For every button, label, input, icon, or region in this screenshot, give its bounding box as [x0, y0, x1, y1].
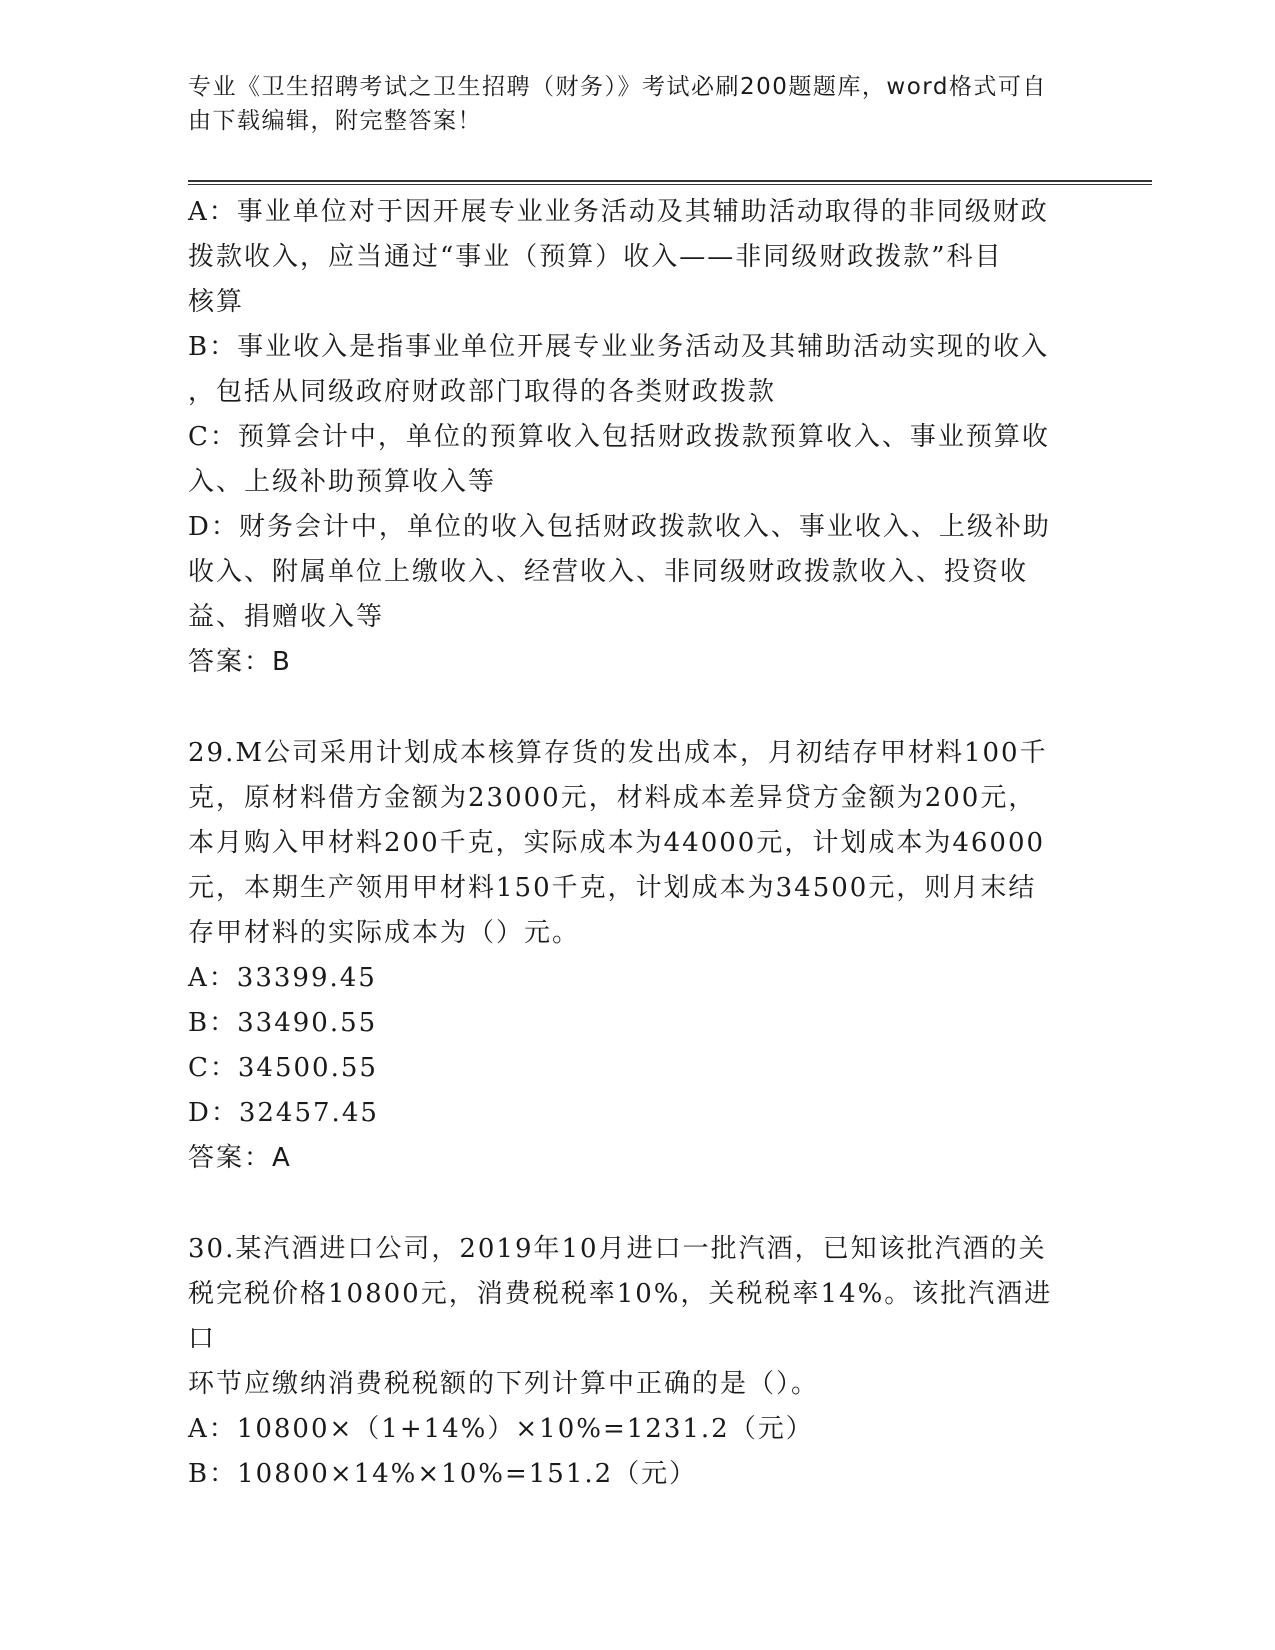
- stem-line: 元，本期生产领用甲材料150千克，计划成本为34500元，则月末结: [188, 873, 1037, 903]
- q28-answer: 答案：B: [188, 647, 292, 677]
- q30-stem: [188, 1227, 1078, 1407]
- option-line: C：预算会计中，单位的预算收入包括财政拨款预算收入、事业预算收: [188, 422, 1050, 452]
- stem-line: 税完税价格10800元，消费税税率10%，关税税率14%。该批汽酒进口: [188, 1279, 1053, 1354]
- stem-line: 本月购入甲材料200千克，实际成本为44000元，计划成本为46000: [188, 828, 1046, 858]
- q28-option-a: [188, 190, 1078, 325]
- q29-option-d: D：32457.45: [188, 1098, 379, 1128]
- q29-option-c: C：34500.55: [188, 1053, 378, 1083]
- spacer: [188, 685, 1078, 731]
- stem-line: 30.某汽酒进口公司，2019年10月进口一批汽酒，已知该批汽酒的关: [188, 1234, 1047, 1264]
- stem-line: 环节应缴纳消费税税额的下列计算中正确的是（）。: [188, 1369, 820, 1399]
- stem-line: 存甲材料的实际成本为（）元。: [188, 918, 581, 948]
- q28-option-c: [188, 415, 1078, 505]
- header-divider: [188, 180, 1152, 182]
- q29-option-b: B：33490.55: [188, 1008, 378, 1038]
- header-divider-thin: [188, 184, 1152, 185]
- stem-line: 克，原材料借方金额为23000元，材料成本差异贷方金额为200元，: [188, 783, 1037, 813]
- q30-option-b: B：10800×14%×10%=151.2（元）: [188, 1459, 698, 1489]
- option-line: 益、捐赠收入等: [188, 602, 385, 632]
- question-content: [188, 190, 1078, 1497]
- q29-option-a: A：33399.45: [188, 963, 377, 993]
- document-header: 专业《卫生招聘考试之卫生招聘（财务）》考试必刷200题题库，word格式可自由下载编辑，附完整答案！: [188, 74, 1047, 134]
- q28-option-b: [188, 325, 1078, 415]
- option-line: D：财务会计中，单位的收入包括财政拨款收入、事业收入、上级补助: [188, 512, 1051, 542]
- option-line: 核算: [188, 287, 245, 317]
- q30-option-a: A：10800×（1+14%）×10%=1231.2（元）: [188, 1414, 814, 1444]
- q29-stem: [188, 731, 1078, 956]
- spacer: [188, 1181, 1078, 1227]
- option-line: A：事业单位对于因开展专业业务活动及其辅助活动取得的非同级财政: [188, 197, 1049, 227]
- option-line: B：事业收入是指事业单位开展专业业务活动及其辅助活动实现的收入: [188, 332, 1050, 362]
- option-line: 收入、附属单位上缴收入、经营收入、非同级财政拨款收入、投资收: [188, 557, 1029, 587]
- stem-line: 29.M公司采用计划成本核算存货的发出成本，月初结存甲材料100千: [188, 738, 1048, 768]
- option-line: ，包括从同级政府财政部门取得的各类财政拨款: [188, 377, 777, 407]
- option-line: 拨款收入，应当通过“事业（预算）收入——非同级财政拨款”科目: [188, 242, 1003, 272]
- q28-option-d: [188, 505, 1078, 640]
- option-line: 入、上级补助预算收入等: [188, 467, 497, 497]
- q29-answer: 答案：A: [188, 1143, 292, 1173]
